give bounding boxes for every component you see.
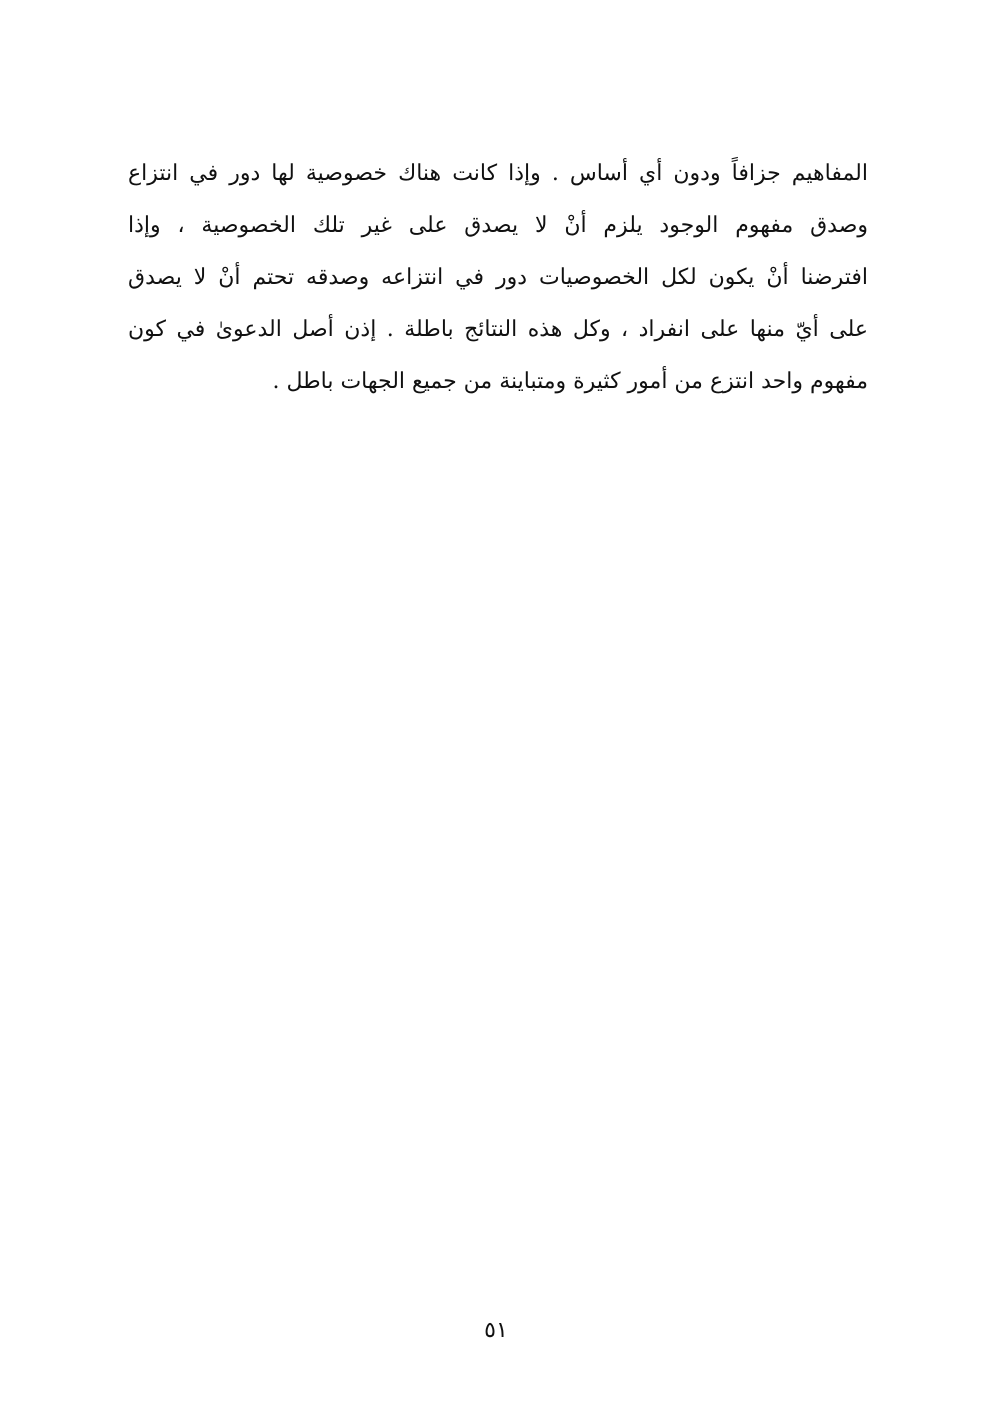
page-number: ٥١ — [484, 1318, 508, 1343]
text-line-3: افترضنا أنْ يكون لكل الخصوصيات دور في انتزاعه وصدقه تحتم أنْ لا يصدق — [128, 265, 868, 290]
body-paragraph — [128, 148, 868, 408]
text-line-2: وصدق مفهوم الوجود يلزم أنْ لا يصدق على غير تلك الخصوصية ، وإذا — [128, 213, 868, 238]
text-line-4: على أيّ منها على انفراد ، وكل هذه النتائج باطلة . إذن أصل الدعوىٰ في كون — [128, 317, 868, 342]
text-line-5: مفهوم واحد انتزع من أمور كثيرة ومتباينة من جميع الجهات باطل . — [272, 369, 868, 394]
text-line-1: المفاهيم جزافاً ودون أي أساس . وإذا كانت هناك خصوصية لها دور في انتزاع — [128, 161, 868, 186]
